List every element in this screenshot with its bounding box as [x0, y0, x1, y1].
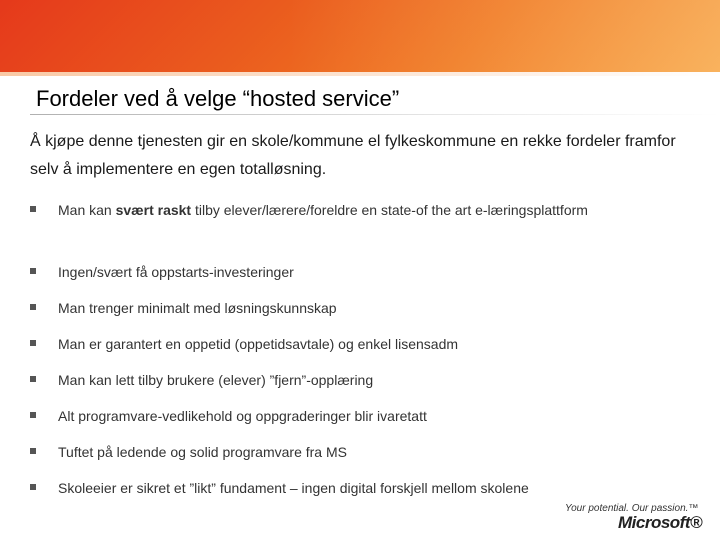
bullet-emphasis: svært raskt: [115, 202, 192, 218]
bullet-item: [30, 402, 700, 430]
footer-tagline: Your potential. Our passion.™: [565, 503, 699, 514]
bullet-text: Man trenger minimalt med løsningskunnskap: [58, 300, 337, 316]
bullet-text: Skoleeier er sikret et ”likt” fundament – ingen digital forskjell mellom skolene: [58, 480, 529, 496]
bullet-item: [30, 330, 700, 358]
title-divider: [30, 114, 720, 115]
bullet-text: Tuftet på ledende og solid programvare fra MS: [58, 444, 347, 460]
header-banner-highlight: [0, 0, 720, 72]
bullet-item: [30, 196, 700, 252]
bullet-item: [30, 366, 700, 394]
square-bullet-icon: [30, 268, 36, 274]
intro-paragraph: Å kjøpe denne tjenesten gir en skole/kommune el fylkeskommune en rekke fordeler framfor selv å implementere en egen totalløsning.: [30, 133, 676, 178]
bullet-item: [30, 258, 700, 286]
bullet-text: Alt programvare-vedlikehold og oppgraderinger blir ivaretatt: [58, 408, 427, 424]
bullet-text: Man kan svært raskt tilby elever/lærere/foreldre en state-of the art e-læringsplattform: [58, 202, 588, 218]
square-bullet-icon: [30, 206, 36, 212]
bullet-item: [30, 438, 700, 466]
banner-underline: [0, 72, 720, 76]
bullet-item: [30, 294, 700, 322]
square-bullet-icon: [30, 340, 36, 346]
square-bullet-icon: [30, 484, 36, 490]
square-bullet-icon: [30, 304, 36, 310]
square-bullet-icon: [30, 376, 36, 382]
bullet-text: Man er garantert en oppetid (oppetidsavtale) og enkel lisensadm: [58, 336, 459, 352]
bullet-text: Man kan lett tilby brukere (elever) ”fjern”-opplæring: [58, 372, 374, 388]
microsoft-logo: Microsoft®: [618, 513, 703, 532]
bullet-item: [30, 474, 700, 502]
square-bullet-icon: [30, 412, 36, 418]
square-bullet-icon: [30, 448, 36, 454]
bullet-text: Ingen/svært få oppstarts-investeringer: [58, 264, 294, 280]
slide-title: Fordeler ved å velge “hosted service”: [36, 86, 400, 111]
